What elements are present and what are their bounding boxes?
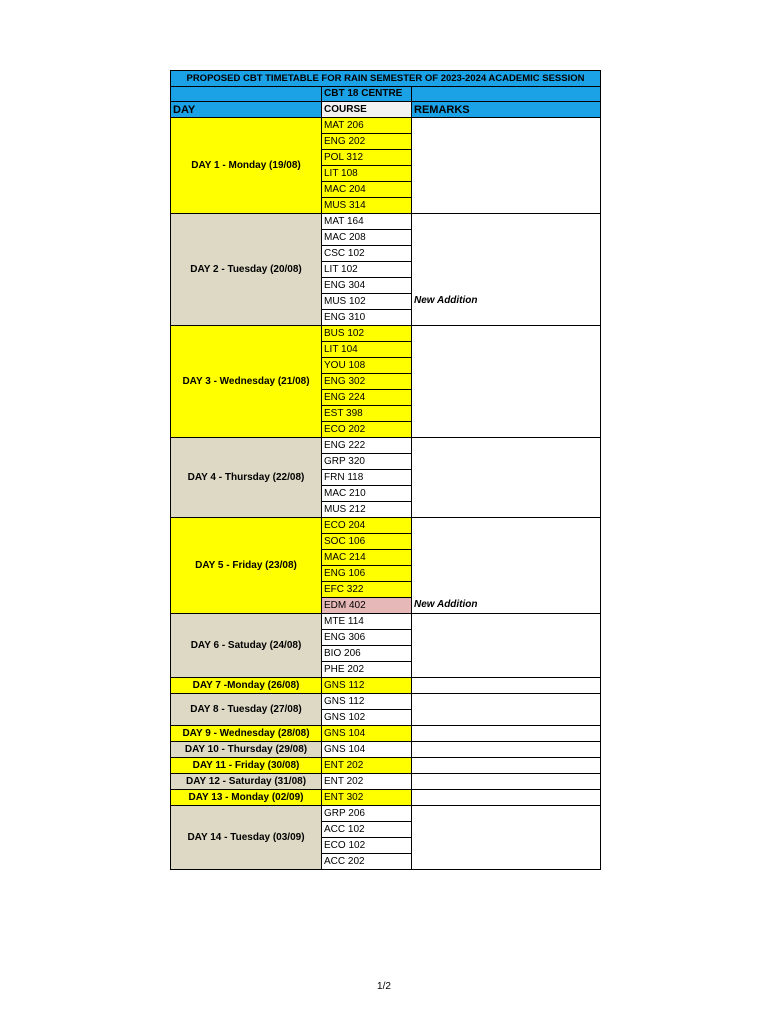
- course-code: PHE 202: [322, 662, 412, 678]
- course-code: BUS 102: [322, 326, 412, 342]
- course-code: MTE 114: [322, 614, 412, 630]
- table-row: [171, 790, 601, 806]
- course-code: ENG 306: [322, 630, 412, 646]
- day-label: DAY 5 - Friday (23/08): [171, 518, 322, 614]
- remarks-cell: [412, 326, 601, 438]
- course-code: ENT 202: [322, 774, 412, 790]
- course-code: GNS 104: [322, 742, 412, 758]
- day-label: DAY 6 - Satuday (24/08): [171, 614, 322, 678]
- day-label: DAY 12 - Saturday (31/08): [171, 774, 322, 790]
- course-code: GNS 112: [322, 678, 412, 694]
- day-label: DAY 9 - Wednesday (28/08): [171, 726, 322, 742]
- course-code: FRN 118: [322, 470, 412, 486]
- course-code: CSC 102: [322, 246, 412, 262]
- day-label: DAY 2 - Tuesday (20/08): [171, 214, 322, 326]
- course-column-header: COURSE: [322, 102, 412, 118]
- course-code: GRP 206: [322, 806, 412, 822]
- course-code: MAT 164: [322, 214, 412, 230]
- course-code: MUS 314: [322, 198, 412, 214]
- remarks-cell: [412, 214, 601, 294]
- remarks-cell: [412, 614, 601, 678]
- remarks-cell: [412, 758, 601, 774]
- course-code: POL 312: [322, 150, 412, 166]
- course-code: YOU 108: [322, 358, 412, 374]
- table-row: [171, 326, 601, 342]
- course-code: ENG 302: [322, 374, 412, 390]
- table-row: [171, 214, 601, 230]
- course-code: EDM 402: [322, 598, 412, 614]
- table-row: [171, 774, 601, 790]
- course-code: ENG 202: [322, 134, 412, 150]
- remarks-cell: [412, 806, 601, 870]
- course-code: MUS 102: [322, 294, 412, 310]
- course-code: EST 398: [322, 406, 412, 422]
- table-row: [171, 678, 601, 694]
- table-row: [171, 694, 601, 710]
- remarks-cell: [412, 774, 601, 790]
- course-code: GNS 102: [322, 710, 412, 726]
- day-column-header: DAY: [171, 102, 322, 118]
- header-blank-cell: [412, 87, 601, 102]
- remark-text: New Addition: [412, 294, 601, 326]
- course-code: ENT 302: [322, 790, 412, 806]
- course-code: ENG 224: [322, 390, 412, 406]
- course-code: GRP 320: [322, 454, 412, 470]
- table-row: [171, 614, 601, 630]
- table-row: [171, 758, 601, 774]
- table-row: [171, 806, 601, 822]
- remarks-column-header: REMARKS: [412, 102, 601, 118]
- course-code: ACC 102: [322, 822, 412, 838]
- remarks-cell: [412, 518, 601, 598]
- table-row: [171, 518, 601, 534]
- remarks-cell: [412, 118, 601, 214]
- table-row: [171, 438, 601, 454]
- centre-label: CBT 18 CENTRE: [322, 87, 412, 102]
- day-label: DAY 8 - Tuesday (27/08): [171, 694, 322, 726]
- course-code: ECO 204: [322, 518, 412, 534]
- course-code: ENG 106: [322, 566, 412, 582]
- remarks-cell: [412, 790, 601, 806]
- course-code: MAC 208: [322, 230, 412, 246]
- course-code: LIT 108: [322, 166, 412, 182]
- remarks-cell: [412, 678, 601, 694]
- course-code: MAC 210: [322, 486, 412, 502]
- remark-text: New Addition: [412, 598, 601, 614]
- timetable: [170, 70, 601, 870]
- remarks-cell: [412, 694, 601, 726]
- day-label: DAY 13 - Monday (02/09): [171, 790, 322, 806]
- day-label: DAY 11 - Friday (30/08): [171, 758, 322, 774]
- page-number: 1/2: [377, 981, 391, 992]
- course-code: LIT 104: [322, 342, 412, 358]
- course-code: LIT 102: [322, 262, 412, 278]
- course-code: GNS 104: [322, 726, 412, 742]
- remarks-cell: [412, 438, 601, 518]
- day-label: DAY 10 - Thursday (29/08): [171, 742, 322, 758]
- course-code: MAT 206: [322, 118, 412, 134]
- table-row: [171, 726, 601, 742]
- day-label: DAY 14 - Tuesday (03/09): [171, 806, 322, 870]
- remarks-cell: [412, 726, 601, 742]
- course-code: BIO 206: [322, 646, 412, 662]
- day-label: DAY 1 - Monday (19/08): [171, 118, 322, 214]
- header-blank-cell: [171, 87, 322, 102]
- course-code: MUS 212: [322, 502, 412, 518]
- course-code: ENT 202: [322, 758, 412, 774]
- course-code: ECO 202: [322, 422, 412, 438]
- remarks-cell: [412, 742, 601, 758]
- day-label: DAY 4 - Thursday (22/08): [171, 438, 322, 518]
- timetable-title: PROPOSED CBT TIMETABLE FOR RAIN SEMESTER OF 2023-2024 ACADEMIC SESSION: [171, 71, 601, 87]
- course-code: MAC 204: [322, 182, 412, 198]
- course-code: ECO 102: [322, 838, 412, 854]
- course-code: MAC 214: [322, 550, 412, 566]
- course-code: ENG 222: [322, 438, 412, 454]
- day-label: DAY 3 - Wednesday (21/08): [171, 326, 322, 438]
- table-row: [171, 118, 601, 134]
- course-code: ENG 304: [322, 278, 412, 294]
- course-code: ENG 310: [322, 310, 412, 326]
- course-code: SOC 106: [322, 534, 412, 550]
- course-code: EFC 322: [322, 582, 412, 598]
- day-label: DAY 7 -Monday (26/08): [171, 678, 322, 694]
- table-row: [171, 742, 601, 758]
- course-code: ACC 202: [322, 854, 412, 870]
- course-code: GNS 112: [322, 694, 412, 710]
